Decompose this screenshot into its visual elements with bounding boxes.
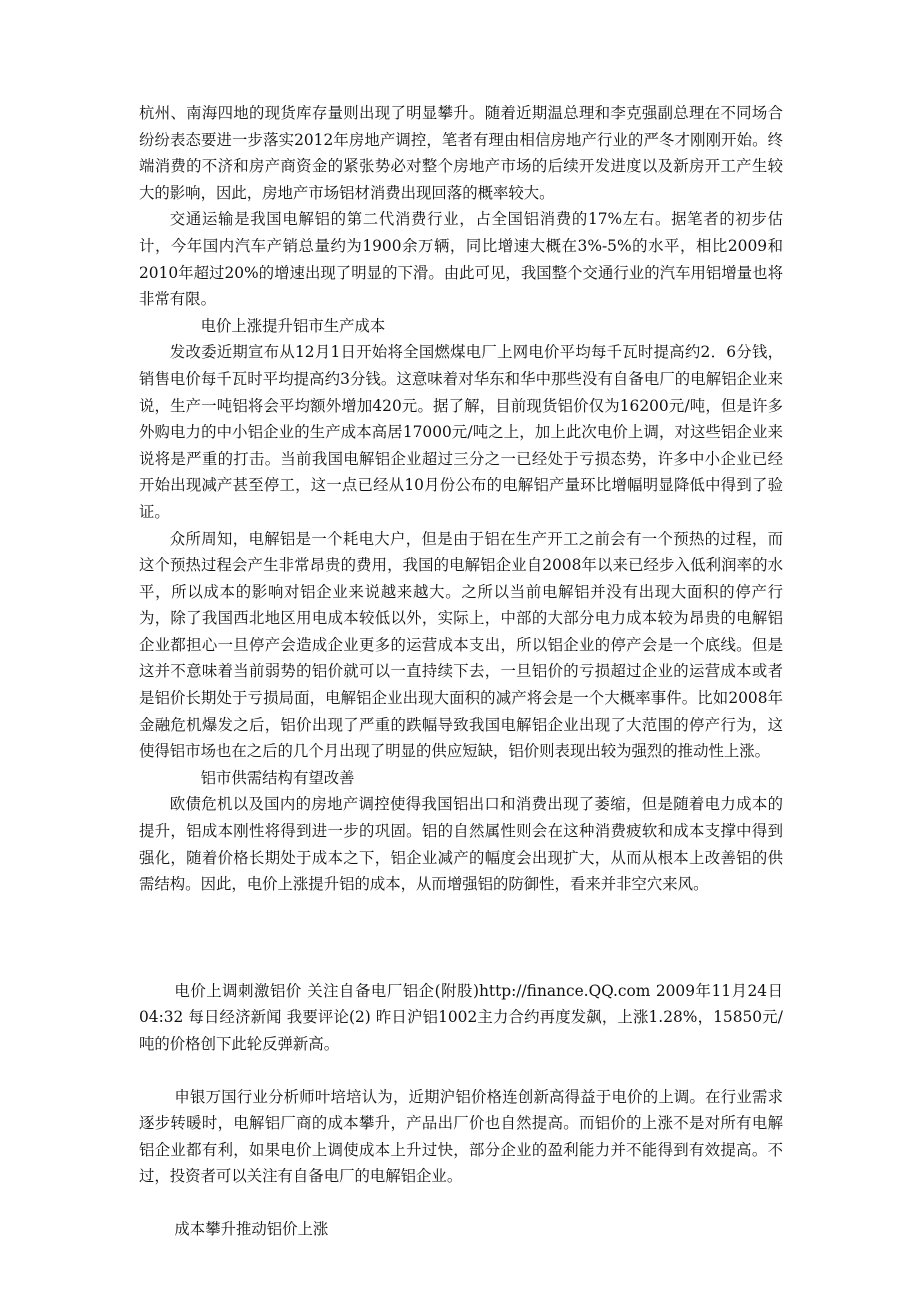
spacer: [139, 1058, 783, 1084]
news-header: 电价上调刺激铝价 关注自备电厂铝企(附股)http://finance.QQ.com 2009年11月24日 04:32 每日经济新闻 我要评论(2) 昨日沪铝1002主力合约再度发飙，上涨1.28%，15850元/吨的价格创下此轮反弹新高。: [139, 981, 783, 1053]
spacer: [139, 898, 783, 978]
paragraph: 欧债危机以及国内的房地产调控使得我国铝出口和消费出现了萎缩，但是随着电力成本的提升，铝成本刚性将得到进一步的巩固。铝的自然属性则会在这种消费疲软和成本支撑中得到强化，随着价格长期处于成本之下，铝企业减产的幅度会出现扩大，从而从根本上改善铝的供需结构。因此，电价上涨提升铝的成本，从而增强铝的防御性，看来并非空穴来风。: [139, 795, 783, 894]
paragraph: 交通运输是我国电解铝的第二代消费行业，占全国铝消费的17%左右。据笔者的初步估计，今年国内汽车产销总量约为1900余万辆，同比增速大概在3%-5%的水平，相比2009和2010年超过20%的增速出现了明显的下滑。由此可见，我国整个交通行业的汽车用铝增量也将非常有限。: [139, 210, 783, 309]
paragraph: 发改委近期宣布从12月1日开始将全国燃煤电厂上网电价平均每千瓦时提高约2．6分钱，销售电价每千瓦时平均提高约3分钱。这意味着对华东和华中那些没有自备电厂的电解铝企业来说，生产一吨铝将会平均额外增加420元。据了解，目前现货铝价仅为16200元/吨，但是许多外购电力的中小铝企业的生产成本高居17000元/吨之上，加上此次电价上调，对这些铝企业来说将是严重的打击。当前我国电解铝企业超过三分之一已经处于亏损态势，许多中小企业已经开始出现减产甚至停工，这一点已经从10月份公布的电解铝产量环比增幅明显降低中得到了验证。: [139, 343, 783, 521]
paragraph: 申银万国行业分析师叶培培认为，近期沪铝价格连创新高得益于电价的上调。在行业需求逐步转暖时，电解铝厂商的成本攀升，产品出厂价也自然提高。而铝价的上涨不是对所有电解铝企业都有利，如果电价上调使成本上升过快，部分企业的盈利能力并不能得到有效提高。不过，投资者可以关注有自备电厂的电解铝企业。: [139, 1087, 783, 1186]
section-heading: 电价上涨提升铝市生产成本: [200, 316, 386, 335]
news-subheading: 成本攀升推动铝价上涨: [174, 1219, 329, 1238]
article-body: [139, 100, 783, 1243]
paragraph: 众所周知，电解铝是一个耗电大户，但是由于铝在生产开工之前会有一个预热的过程，而这个预热过程会产生非常昂贵的费用，我国的电解铝企业自2008年以来已经步入低利润率的水平，所以成本的影响对铝企业来说越来越大。之所以当前电解铝并没有出现大面积的停产行为，除了我国西北地区用电成本较低以外，实际上，中部的大部分电力成本较为昂贵的电解铝企业都担心一旦停产会造成企业更多的运营成本支出，所以铝企业的停产会是一个底线。但是这并不意味着当前弱势的铝价就可以一直持续下去，一旦铝价的亏损超过企业的运营成本或者是铝价长期处于亏损局面，电解铝企业出现大面积的减产将会是一个大概率事件。比如2008年金融危机爆发之后，铝价出现了严重的跌幅导致我国电解铝企业出现了大范围的停产行为，这使得铝市场也在之后的几个月出现了明显的供应短缺，铝价则表现出较为强烈的推动性上涨。: [139, 529, 783, 761]
paragraph: 杭州、南海四地的现货库存量则出现了明显攀升。随着近期温总理和李克强副总理在不同场合纷纷表态要进一步落实2012年房地产调控，笔者有理由相信房地产行业的严冬才刚刚开始。终端消费的不济和房产商资金的紧张势必对整个房地产市场的后续开发进度以及新房开工产生较大的影响，因此，房地产市场铝材消费出现回落的概率较大。: [139, 104, 783, 202]
section-heading: 铝市供需结构有望改善: [200, 768, 355, 787]
spacer: [139, 1190, 783, 1216]
